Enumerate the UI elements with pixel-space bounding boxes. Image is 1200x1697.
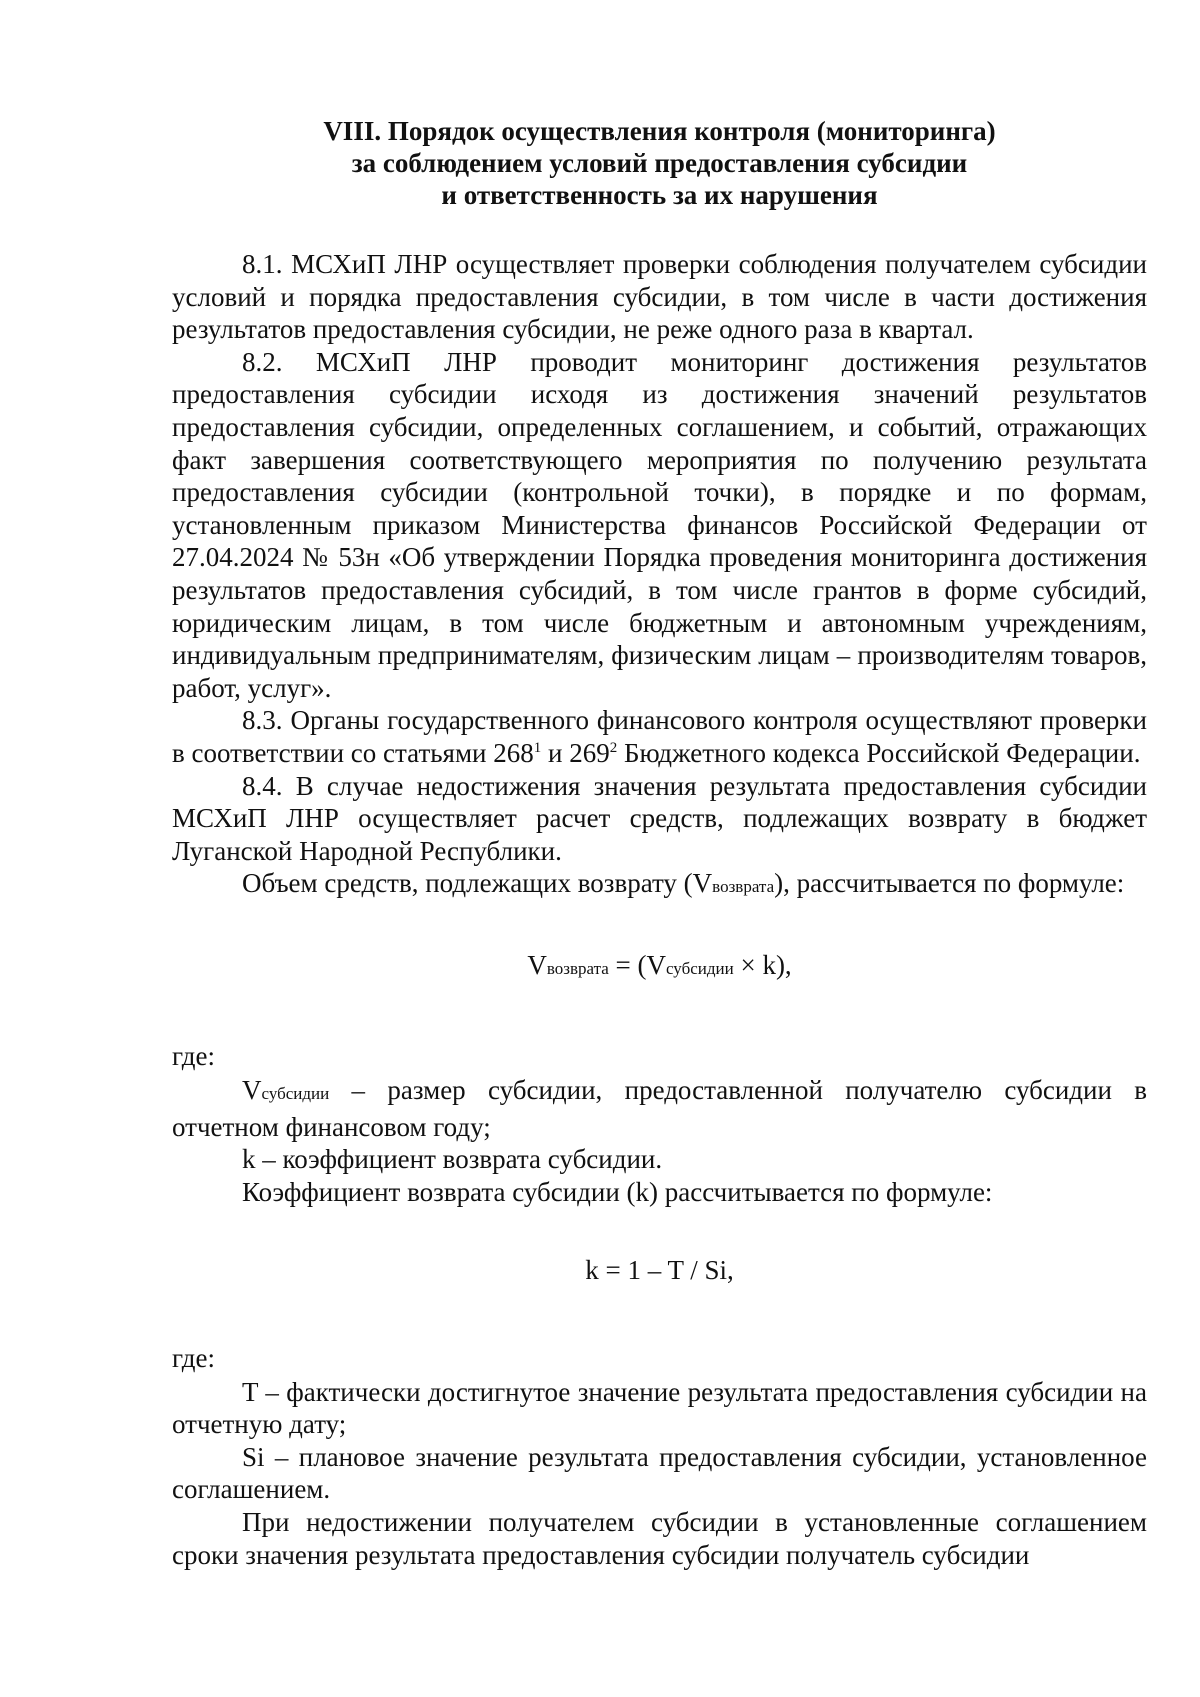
- paragraph-k-formula-intro: Коэффициент возврата субсидии (k) рассчитывается по формуле:: [242, 1176, 993, 1207]
- refund-volume-text-b: ), рассчитывается по формуле:: [774, 868, 1125, 899]
- paragraph-8-3-text-b: и 269: [541, 737, 610, 768]
- heading-line-3: и ответственность за их нарушения: [441, 180, 878, 210]
- formula-refund: [172, 949, 1147, 986]
- paragraph-refund-volume: [172, 867, 1147, 904]
- definition-v-letter: V: [242, 1075, 262, 1106]
- refund-volume-subscript: возврата: [712, 877, 775, 897]
- footnote-superscript-1: 1: [533, 739, 542, 756]
- footnote-superscript-2: 2: [609, 739, 618, 756]
- paragraph-8-2: 8.2. МСХиП ЛНР проводит мониторинг достижения результатов предоставления субсидии исходя из достижения значений результатов предоставления субсидии, определенных соглашением, и событий, отражающих факт завершения соответствующего мероприятия по получению результата предоставления субсидии (контрольной точки), в порядке и по формам, установленным приказом Министерства финансов Российской Федерации от 27.04.2024 № 53н «Об утверждении Порядка проведения мониторинга достижения результатов предоставления субсидий, в том числе грантов в форме субсидий, юридическим лицам, в том числе бюджетным и автономным учреждениям, индивидуальным предпринимателям, физическим лицам – производителям товаров, работ, услуг».: [172, 346, 1147, 703]
- definition-k: k – коэффициент возврата субсидии.: [242, 1144, 663, 1175]
- where-label-2: где:: [172, 1343, 215, 1374]
- where-label-1: где:: [172, 1041, 215, 1072]
- formula-coefficient: k = 1 – T / Si,: [585, 1255, 734, 1286]
- paragraph-8-3-text-c: Бюджетного кодекса Российской Федерации.: [617, 737, 1141, 768]
- paragraph-final: При недостижении получателем субсидии в установленные соглашением сроки значения результата предоставления субсидии получатель субсидии: [172, 1507, 1147, 1570]
- formula-refund-v: V: [527, 949, 547, 980]
- formula-refund-sub-1: возврата: [546, 958, 609, 978]
- formula-refund-sub-2: субсидии: [665, 958, 734, 978]
- paragraph-8-1: 8.1. МСХиП ЛНР осуществляет проверки соблюдения получателем субсидии условий и порядка предоставления субсидии, в том числе в части достижения результатов предоставления субсидии, не реже одного раза в квартал.: [172, 249, 1147, 345]
- definition-v-text: – размер субсидии, предоставленной получателю субсидии в отчетном финансовом году;: [172, 1075, 1147, 1142]
- heading-line-2: за соблюдением условий предоставления субсидии: [351, 148, 968, 178]
- definition-t: T – фактически достигнутое значение результата предоставления субсидии на отчетную дату;: [172, 1376, 1147, 1440]
- heading-line-1: VIII. Порядок осуществления контроля (мониторинга): [323, 116, 996, 146]
- definition-v-subsidy: [172, 1074, 1147, 1143]
- section-heading: [172, 115, 1147, 211]
- formula-refund-mid: = (V: [608, 949, 666, 980]
- paragraph-8-3: [172, 704, 1147, 769]
- definition-si: Si – плановое значение результата предоставления субсидии, установленное соглашением.: [172, 1441, 1147, 1505]
- document-body: [172, 248, 1147, 1571]
- refund-volume-text-a: Объем средств, подлежащих возврату (V: [242, 868, 713, 899]
- paragraph-8-3-text-a: 8.3. Органы государственного финансового контроля осуществляют проверки в соответствии со статьями 268: [172, 705, 1147, 768]
- formula-refund-end: × k),: [733, 949, 792, 980]
- definition-v-subscript: субсидии: [261, 1084, 330, 1104]
- paragraph-8-4: 8.4. В случае недостижения значения результата предоставления субсидии МСХиП ЛНР осуществляет расчет средств, подлежащих возврату в бюджет Луганской Народной Республики.: [172, 770, 1147, 866]
